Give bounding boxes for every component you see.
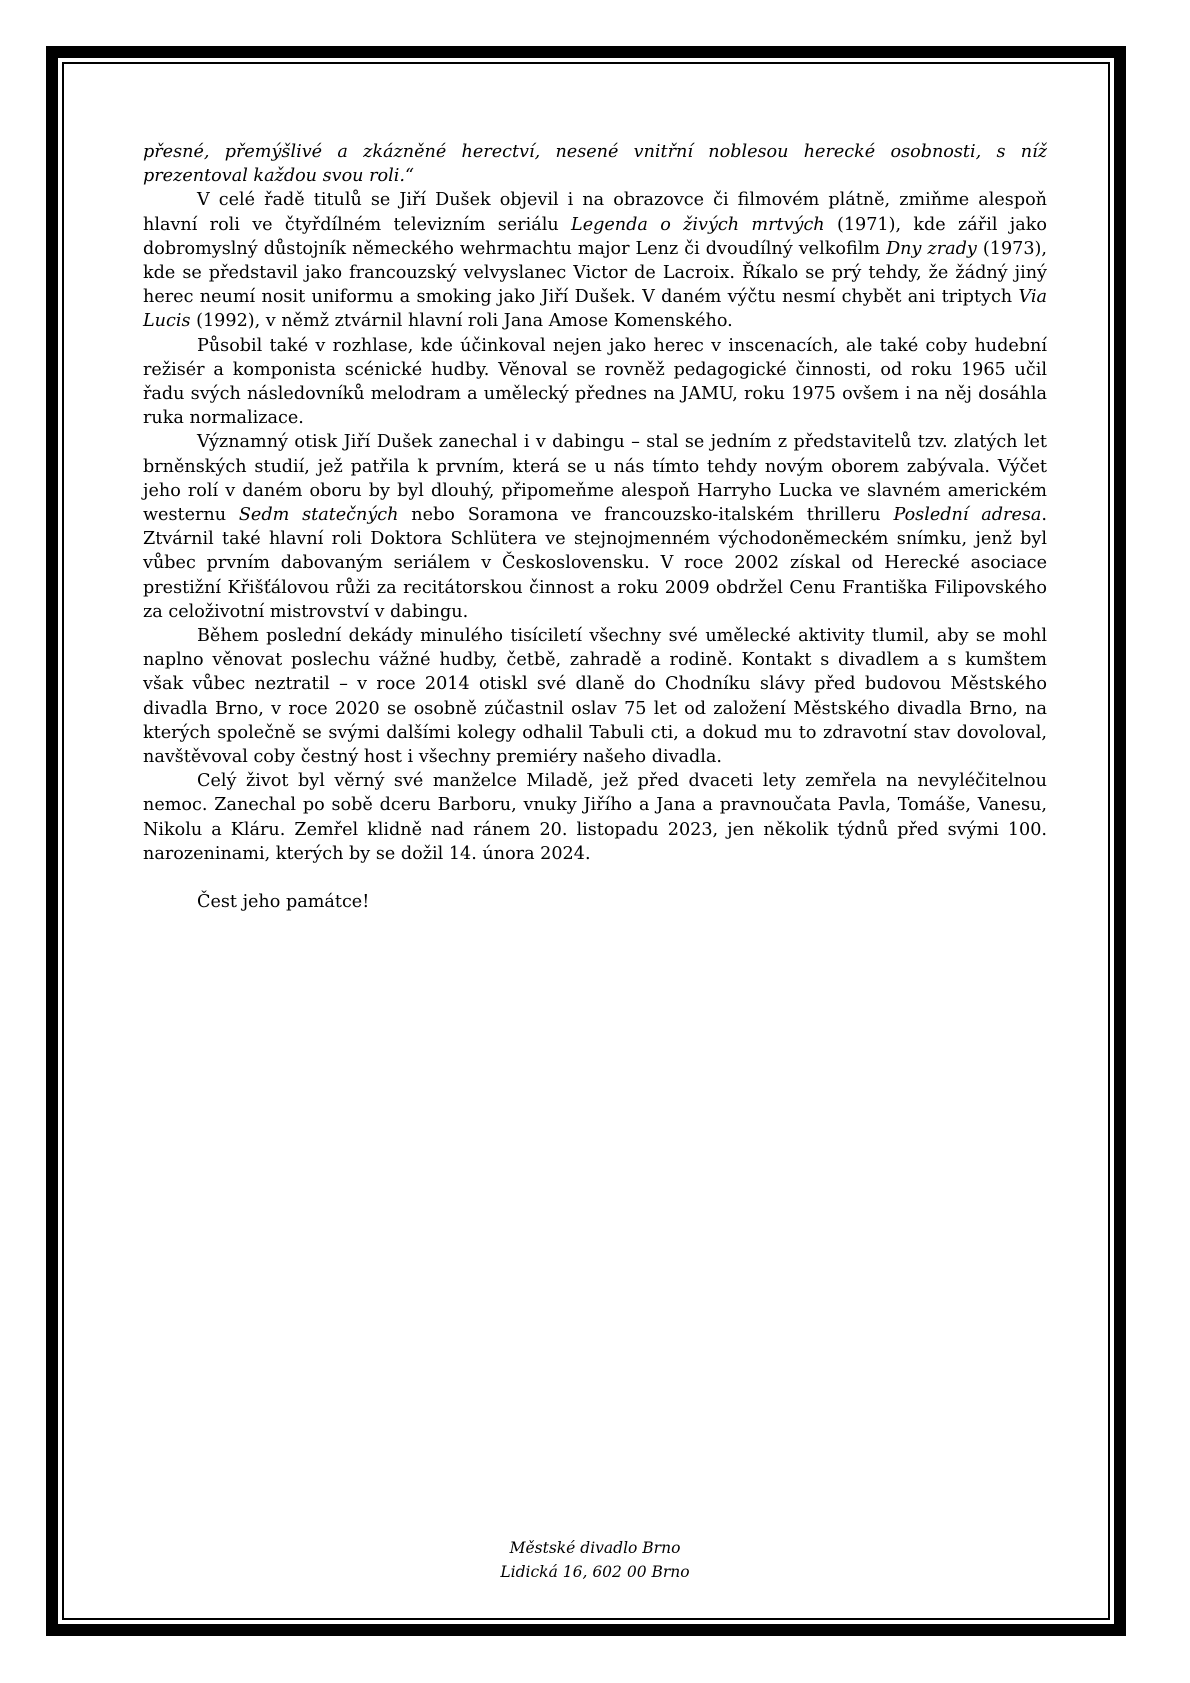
closing-line: Čest jeho památce! (197, 892, 370, 913)
page-footer (0, 1536, 1190, 1584)
footer-address: Lidická 16, 602 00 Brno (500, 1563, 690, 1581)
paragraph-family: Celý život byl věrný své manželce Miladě, jež před dvaceti lety zemřela na nevyléčitelnou nemoc. Zanechal po sobě dceru Barboru, vnuky Jiřího a Jana a pravnoučata Pavla, Tomáše, Vanesu, Nikolu a Kláru. Zemřel klidně nad ránem 20. listopadu 2023, jen několik týdnů před svými 100. narozeninami, kterých by se dožil 14. února 2024. (143, 771, 1047, 864)
paragraph-dubbing (143, 430, 1047, 624)
text-run: (1992), v němž ztvárnil hlavní roli Jana Amose Komenského. (190, 311, 733, 332)
paragraph-film-tv (143, 188, 1047, 333)
quote-text: přesné, přemýšlivé a zkázněné herectví, nesené vnitřní noblesou herecké osobnosti, s níž prezentoval každou svou roli.“ (143, 142, 1047, 187)
text-run: V celé řadě titulů se Jiří Dušek objevil i na obrazovce či filmovém plátně, zmiňme alespoň hlavní roli ve čtyřdílném televizním seriálu (143, 190, 1047, 235)
paragraph-radio: Působil také v rozhlase, kde účinkoval nejen jako herec v inscenacích, ale také coby hudební režisér a komponista scénické hudby. Věnoval se rovněž pedagogické činnosti, od roku 1965 učil řadu svých následovníků melodram a umělecký přednes na JAMU, roku 1975 ovšem i na něj dosáhla ruka normalizace. (143, 335, 1047, 429)
paragraph-quote-end (143, 140, 1047, 188)
footer-organization: Městské divadlo Brno (509, 1539, 681, 1557)
title-posledni-adresa: Poslední adresa (893, 505, 1042, 526)
text-run: (1971), kde zářil jako dobromyslný důstojník německého wehrmachtu major Lenz či dvoudílný velkofilm (143, 214, 1047, 259)
text-run: (1973), kde se představil jako francouzský velvyslanec Victor de Lacroix. Říkalo se prý tehdy, že žádný jiný herec neumí nosit uniformu a smoking jako Jiří Dušek. V daném výčtu nesmí chybět ani triptych (143, 238, 1047, 308)
title-dny-zrady: Dny zrady (886, 238, 977, 259)
text-run: Významný otisk Jiří Dušek zanechal i v dabingu – stal se jedním z představitelů tzv. zlatých let brněnských studií, jež patřila k prvním, která se u nás tímto tehdy novým oborem zabývala. Výčet jeho rolí v daném oboru by byl dlouhý, připomeňme alespoň Harryho Lucka ve slavném americkém westernu (143, 432, 1047, 526)
title-sedm-statecnych: Sedm statečných (238, 505, 399, 526)
title-via-lucis: Via Lucis (143, 287, 1047, 332)
text-run: nebo Soramona ve francouzsko-italském thrilleru (398, 505, 894, 526)
document-body (143, 140, 1047, 914)
title-legenda: Legenda o živých mrtvých (571, 214, 825, 235)
text-run: . Ztvárnil také hlavní roli Doktora Schlütera ve stejnojmenném východoněmeckém snímku, jenž byl vůbec prvním dabovaným seriálem v Československu. V roce 2002 získal od Herecké asociace prestižní Křišťálovou růži za recitátorskou činnost a roku 2009 obdržel Cenu Františka Filipovského za celoživotní mistrovství v dabingu. (143, 505, 1047, 622)
paragraph-later-life: Během poslední dekády minulého tisíciletí všechny své umělecké aktivity tlumil, aby se mohl naplno věnovat poslechu vážné hudby, četbě, zahradě a rodině. Kontakt s divadlem a s kumštem však vůbec neztratil – v roce 2014 otiskl své dlaně do Chodníku slávy před budovou Městského divadla Brno, v roce 2020 se osobně zúčastnil oslav 75 let od založení Městského divadla Brno, na kterých společně se svými dalšími kolegy odhalil Tabuli cti, a dokud mu to zdravotní stav dovoloval, navštěvoval coby čestný host i všechny premiéry našeho divadla. (143, 626, 1047, 768)
